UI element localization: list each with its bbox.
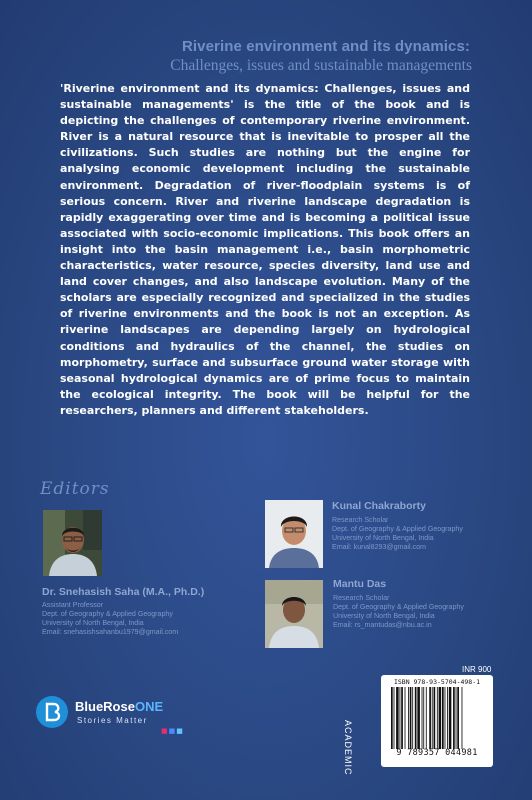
isbn-digits: 9 789357 044981	[396, 748, 478, 758]
publisher-tagline: Stories Matter	[77, 716, 148, 725]
isbn-barcode	[381, 675, 493, 767]
editor-name: Dr. Snehasish Saha (M.A., Ph.D.)	[42, 586, 205, 598]
editor-photo-mantu	[265, 580, 323, 648]
editor-email: Email: rs_mantudas@nbu.ac.in	[333, 621, 432, 629]
twitter-icon: ■	[176, 727, 184, 735]
editor-dept: Dept. of Geography & Applied Geography	[42, 610, 173, 618]
publisher-name	[75, 699, 163, 714]
publisher-website: www.BlueRoseOne.com	[396, 760, 480, 768]
editor-university: University of North Bengal, India	[42, 619, 144, 627]
book-subtitle: Challenges, issues and sustainable managements	[170, 57, 472, 74]
isbn-label: ISBN 978-93-5704-498-1	[393, 678, 481, 686]
editor-email: Email: kunal8293@gmail.com	[332, 543, 426, 551]
barcode-graphic	[390, 687, 484, 749]
editor-photo-snehasish	[43, 510, 102, 576]
publisher-logo-icon	[36, 696, 68, 728]
book-blurb: 'Riverine environment and its dynamics: Challenges, issues and sustainable managements' is the title of the book and is depicting the challenges of contemporary riverine environment. River is a natural resource that is inevitable to prosper all the civilizations. Such studies are nothing but the engine for analysing economic development including the sustainable environment. Degradation of river-floodplain systems is of serious concern. River and riverine landscape degradation is rapidly exaggerating over time and is becoming a political issue associated with socio-economic implications. This book offers an insight into the basin management i.e., basin morphometric characteristics, water resource, species diversity, land use and land cover changes, and also landscape evolution. Many of the scholars are especially recognized and specialized in the studies of riverine environments and the book is not an exception. As riverine landscapes are depending largely on hydrological conditions and hydraulics of the channel, the studies on morphometry, surface and subsurface ground water storage with seasonal hydrological dynamics are of prime focus to maintain the ecological integrity. The book will be helpful for the researchers, planners and different stakeholders.	[60, 82, 470, 417]
facebook-icon: ■	[168, 727, 177, 735]
publisher-logo	[36, 696, 180, 736]
editor-university: University of North Bengal, India	[332, 534, 434, 542]
social-icons	[161, 727, 184, 735]
editor-role: Assistant Professor	[42, 601, 104, 609]
editor-email: Email: snehasishsahanbu1979@gmail.com	[42, 628, 179, 636]
editor-dept: Dept. of Geography & Applied Geography	[332, 525, 463, 533]
editor-name: Mantu Das	[333, 578, 387, 590]
price-label: INR 900	[462, 665, 492, 674]
editor-photo-kunal	[265, 500, 323, 568]
publisher-name-main: BlueRose	[75, 699, 135, 714]
editor-role: Research Scholar	[333, 594, 390, 602]
publisher-name-accent: ONE	[134, 699, 164, 714]
editor-name: Kunal Chakraborty	[332, 500, 426, 512]
instagram-icon: ■	[161, 727, 169, 735]
book-title: Riverine environment and its dynamics:	[181, 38, 470, 55]
editors-heading: Editors	[40, 479, 110, 499]
category-label: ACADEMIC	[343, 720, 353, 776]
editor-university: University of North Bengal, India	[333, 612, 435, 620]
editor-dept: Dept. of Geography & Applied Geography	[333, 603, 464, 611]
editor-role: Research Scholar	[332, 516, 389, 524]
